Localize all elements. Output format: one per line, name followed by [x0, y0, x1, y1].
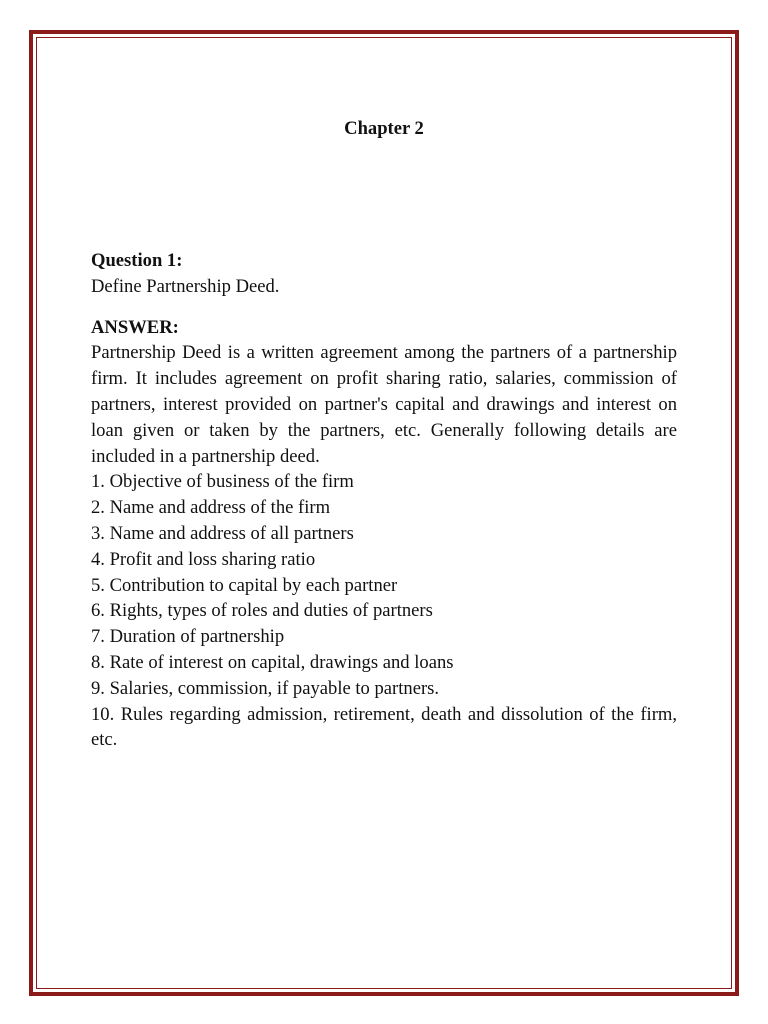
list-item: 8. Rate of interest on capital, drawings and loans — [91, 651, 454, 673]
list-item: 9. Salaries, commission, if payable to partners. — [91, 677, 440, 699]
list-item: 7. Duration of partnership — [91, 626, 285, 648]
answer-heading: ANSWER: — [91, 316, 179, 338]
list-item: 3. Name and address of all partners — [91, 522, 354, 544]
list-item: 2. Name and address of the firm — [91, 497, 331, 519]
list-item: 4. Profit and loss sharing ratio — [91, 548, 316, 570]
question-heading: Question 1: — [91, 250, 183, 271]
question-text: Define Partnership Deed. — [91, 275, 280, 297]
section-spacer — [91, 300, 677, 315]
list-item: 6. Rights, types of roles and duties of partners — [91, 600, 433, 622]
question-answer-block — [91, 248, 677, 753]
list-item: 5. Contribution to capital by each partner — [91, 574, 398, 596]
list-item: 1. Objective of business of the firm — [91, 471, 354, 493]
answer-paragraph: Partnership Deed is a written agreement among the partners of a partnership firm. It includes agreement on profit sharing ratio, salaries, commission of partners, interest provided on partner's capital and drawings and interest on loan given or taken by the partners, etc. Generally following details are included in a partnership deed. — [91, 342, 677, 467]
chapter-title: Chapter 2 — [344, 118, 424, 139]
list-item: 10. Rules regarding admission, retirement, death and dissolution of the firm, etc. — [91, 703, 677, 751]
deed-details-list — [91, 469, 677, 753]
